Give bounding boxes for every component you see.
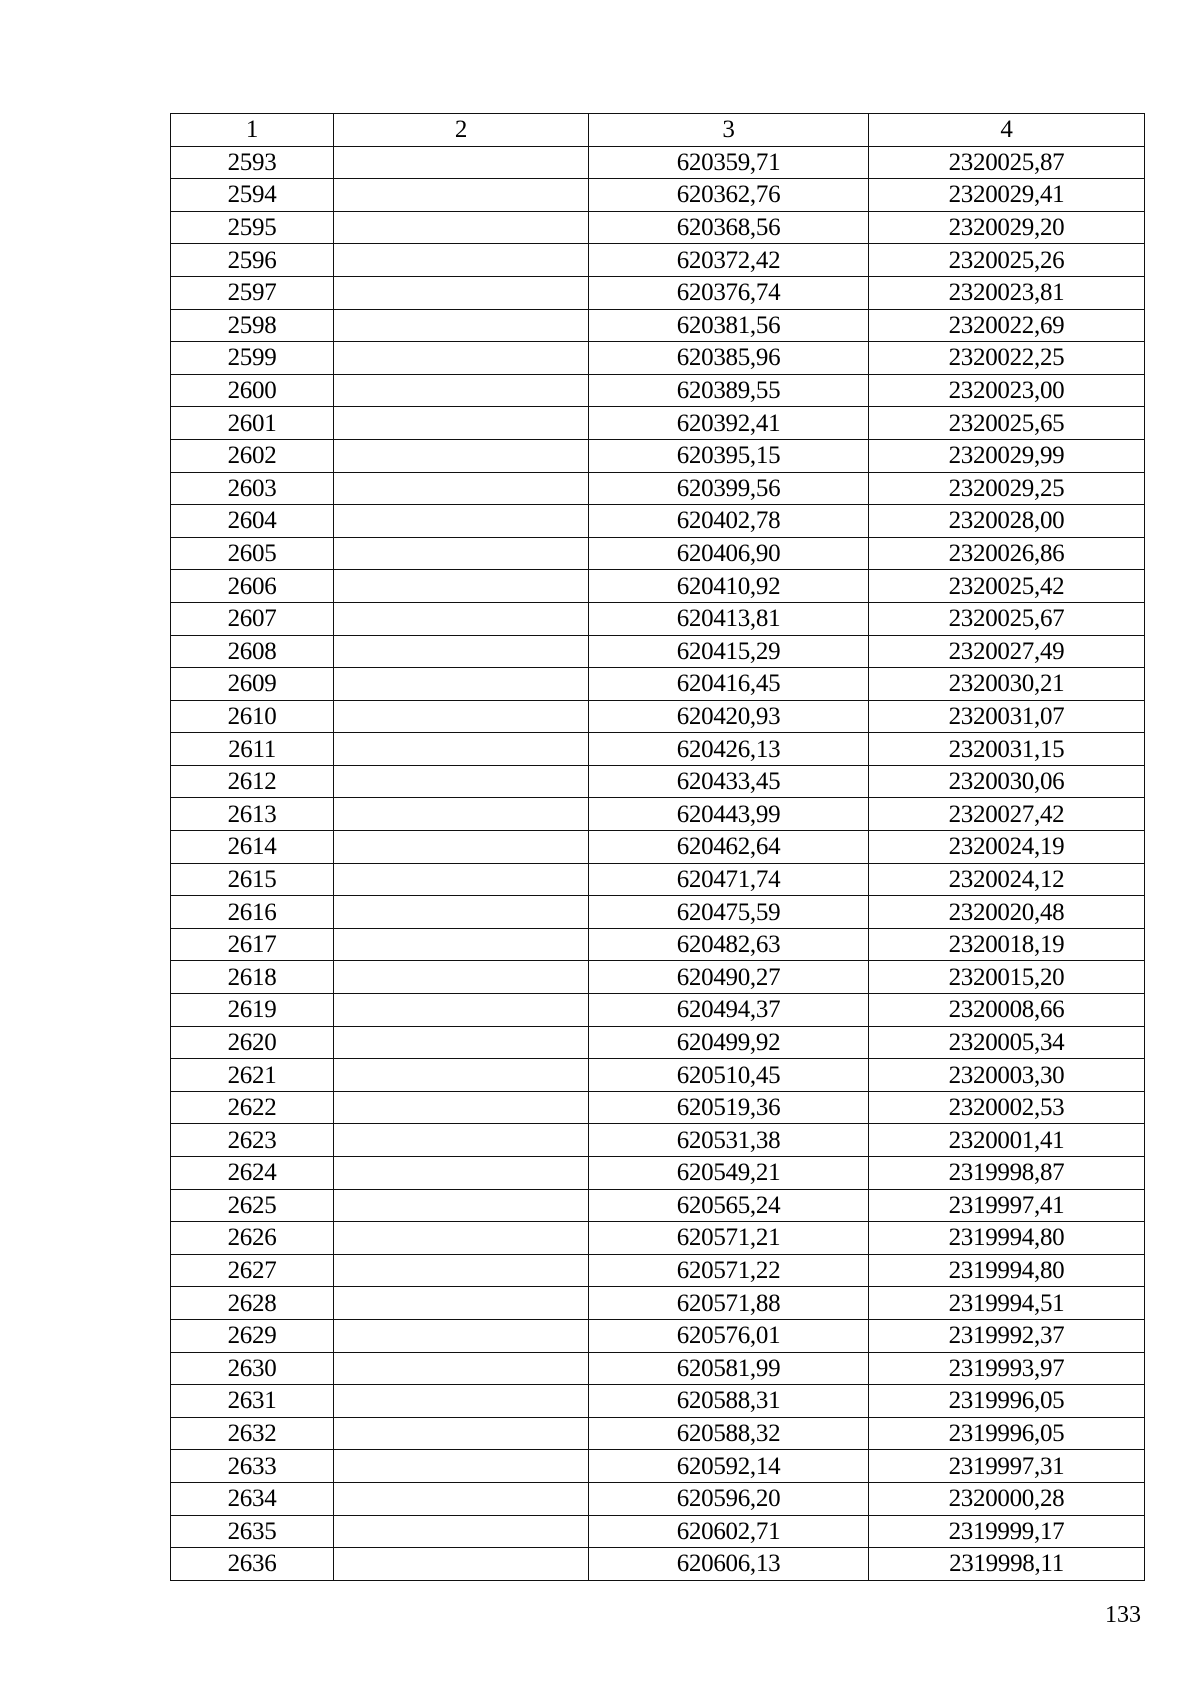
y-coordinate-cell: 2320018,19	[869, 928, 1145, 961]
description-cell	[334, 1091, 589, 1124]
point-number-cell: 2633	[171, 1450, 334, 1483]
point-number-cell: 2615	[171, 863, 334, 896]
table-row	[171, 276, 1145, 309]
page-number: 133	[1105, 1602, 1141, 1628]
point-number-cell: 2595	[171, 211, 334, 244]
point-number-cell: 2636	[171, 1548, 334, 1581]
description-cell	[334, 1548, 589, 1581]
description-cell	[334, 798, 589, 831]
description-cell	[334, 700, 589, 733]
x-coordinate-cell: 620581,99	[589, 1352, 869, 1385]
point-number-cell: 2599	[171, 342, 334, 375]
x-coordinate-cell: 620482,63	[589, 928, 869, 961]
table-row	[171, 831, 1145, 864]
point-number-cell: 2632	[171, 1417, 334, 1450]
description-cell	[334, 309, 589, 342]
table-row	[171, 146, 1145, 179]
table-row	[171, 1385, 1145, 1418]
table-row	[171, 1222, 1145, 1255]
table-row	[171, 635, 1145, 668]
column-header-3: 3	[589, 114, 869, 147]
y-coordinate-cell: 2320024,19	[869, 831, 1145, 864]
point-number-cell: 2630	[171, 1352, 334, 1385]
description-cell	[334, 1124, 589, 1157]
description-cell	[334, 1352, 589, 1385]
y-coordinate-cell: 2320026,86	[869, 537, 1145, 570]
table-row	[171, 863, 1145, 896]
table-row	[171, 505, 1145, 538]
table-row	[171, 1548, 1145, 1581]
point-number-cell: 2616	[171, 896, 334, 929]
x-coordinate-cell: 620395,15	[589, 439, 869, 472]
point-number-cell: 2593	[171, 146, 334, 179]
x-coordinate-cell: 620490,27	[589, 961, 869, 994]
description-cell	[334, 1026, 589, 1059]
description-cell	[334, 1189, 589, 1222]
x-coordinate-cell: 620571,21	[589, 1222, 869, 1255]
point-number-cell: 2627	[171, 1254, 334, 1287]
table-row	[171, 1124, 1145, 1157]
x-coordinate-cell: 620596,20	[589, 1482, 869, 1515]
x-coordinate-cell: 620576,01	[589, 1319, 869, 1352]
description-cell	[334, 668, 589, 701]
description-cell	[334, 1515, 589, 1548]
point-number-cell: 2625	[171, 1189, 334, 1222]
table-row	[171, 1450, 1145, 1483]
table-row	[171, 928, 1145, 961]
point-number-cell: 2634	[171, 1482, 334, 1515]
y-coordinate-cell: 2319993,97	[869, 1352, 1145, 1385]
column-header-1: 1	[171, 114, 334, 147]
x-coordinate-cell: 620368,56	[589, 211, 869, 244]
x-coordinate-cell: 620416,45	[589, 668, 869, 701]
table-row	[171, 407, 1145, 440]
description-cell	[334, 1254, 589, 1287]
y-coordinate-cell: 2320030,21	[869, 668, 1145, 701]
x-coordinate-cell: 620571,22	[589, 1254, 869, 1287]
x-coordinate-cell: 620426,13	[589, 733, 869, 766]
description-cell	[334, 928, 589, 961]
table-row	[171, 309, 1145, 342]
description-cell	[334, 1157, 589, 1190]
x-coordinate-cell: 620565,24	[589, 1189, 869, 1222]
table-row	[171, 537, 1145, 570]
point-number-cell: 2610	[171, 700, 334, 733]
x-coordinate-cell: 620410,92	[589, 570, 869, 603]
description-cell	[334, 439, 589, 472]
y-coordinate-cell: 2320025,26	[869, 244, 1145, 277]
y-coordinate-cell: 2320028,00	[869, 505, 1145, 538]
table-row	[171, 1287, 1145, 1320]
y-coordinate-cell: 2319994,80	[869, 1222, 1145, 1255]
table-row	[171, 798, 1145, 831]
x-coordinate-cell: 620588,31	[589, 1385, 869, 1418]
description-cell	[334, 407, 589, 440]
description-cell	[334, 146, 589, 179]
point-number-cell: 2598	[171, 309, 334, 342]
y-coordinate-cell: 2320025,65	[869, 407, 1145, 440]
y-coordinate-cell: 2320025,87	[869, 146, 1145, 179]
table-row	[171, 1254, 1145, 1287]
description-cell	[334, 1222, 589, 1255]
point-number-cell: 2604	[171, 505, 334, 538]
column-header-2: 2	[334, 114, 589, 147]
table-row	[171, 342, 1145, 375]
y-coordinate-cell: 2320015,20	[869, 961, 1145, 994]
x-coordinate-cell: 620389,55	[589, 374, 869, 407]
x-coordinate-cell: 620392,41	[589, 407, 869, 440]
description-cell	[334, 733, 589, 766]
x-coordinate-cell: 620376,74	[589, 276, 869, 309]
table-row	[171, 700, 1145, 733]
y-coordinate-cell: 2319999,17	[869, 1515, 1145, 1548]
x-coordinate-cell: 620359,71	[589, 146, 869, 179]
x-coordinate-cell: 620399,56	[589, 472, 869, 505]
point-number-cell: 2594	[171, 179, 334, 212]
point-number-cell: 2605	[171, 537, 334, 570]
table-row	[171, 994, 1145, 1027]
point-number-cell: 2623	[171, 1124, 334, 1157]
y-coordinate-cell: 2320022,69	[869, 309, 1145, 342]
x-coordinate-cell: 620433,45	[589, 765, 869, 798]
point-number-cell: 2620	[171, 1026, 334, 1059]
point-number-cell: 2617	[171, 928, 334, 961]
description-cell	[334, 961, 589, 994]
description-cell	[334, 342, 589, 375]
table-row	[171, 179, 1145, 212]
table-row	[171, 765, 1145, 798]
x-coordinate-cell: 620592,14	[589, 1450, 869, 1483]
point-number-cell: 2626	[171, 1222, 334, 1255]
description-cell	[334, 602, 589, 635]
point-number-cell: 2611	[171, 733, 334, 766]
point-number-cell: 2613	[171, 798, 334, 831]
description-cell	[334, 863, 589, 896]
table-row	[171, 1026, 1145, 1059]
point-number-cell: 2628	[171, 1287, 334, 1320]
table-row	[171, 961, 1145, 994]
coordinates-table	[170, 113, 1145, 1581]
y-coordinate-cell: 2320000,28	[869, 1482, 1145, 1515]
y-coordinate-cell: 2319996,05	[869, 1417, 1145, 1450]
table-row	[171, 1352, 1145, 1385]
table-row	[171, 1319, 1145, 1352]
table-row	[171, 668, 1145, 701]
x-coordinate-cell: 620606,13	[589, 1548, 869, 1581]
description-cell	[334, 1482, 589, 1515]
point-number-cell: 2603	[171, 472, 334, 505]
point-number-cell: 2609	[171, 668, 334, 701]
x-coordinate-cell: 620415,29	[589, 635, 869, 668]
x-coordinate-cell: 620588,32	[589, 1417, 869, 1450]
description-cell	[334, 211, 589, 244]
description-cell	[334, 1450, 589, 1483]
column-header-4: 4	[869, 114, 1145, 147]
y-coordinate-cell: 2320029,99	[869, 439, 1145, 472]
x-coordinate-cell: 620510,45	[589, 1059, 869, 1092]
description-cell	[334, 1417, 589, 1450]
description-cell	[334, 570, 589, 603]
point-number-cell: 2602	[171, 439, 334, 472]
point-number-cell: 2614	[171, 831, 334, 864]
description-cell	[334, 472, 589, 505]
description-cell	[334, 635, 589, 668]
description-cell	[334, 537, 589, 570]
table-row	[171, 896, 1145, 929]
y-coordinate-cell: 2320020,48	[869, 896, 1145, 929]
y-coordinate-cell: 2320029,41	[869, 179, 1145, 212]
y-coordinate-cell: 2320002,53	[869, 1091, 1145, 1124]
y-coordinate-cell: 2320022,25	[869, 342, 1145, 375]
x-coordinate-cell: 620385,96	[589, 342, 869, 375]
point-number-cell: 2622	[171, 1091, 334, 1124]
x-coordinate-cell: 620443,99	[589, 798, 869, 831]
point-number-cell: 2600	[171, 374, 334, 407]
y-coordinate-cell: 2320029,20	[869, 211, 1145, 244]
y-coordinate-cell: 2320003,30	[869, 1059, 1145, 1092]
y-coordinate-cell: 2319992,37	[869, 1319, 1145, 1352]
point-number-cell: 2621	[171, 1059, 334, 1092]
point-number-cell: 2608	[171, 635, 334, 668]
description-cell	[334, 831, 589, 864]
y-coordinate-cell: 2319998,11	[869, 1548, 1145, 1581]
x-coordinate-cell: 620494,37	[589, 994, 869, 1027]
x-coordinate-cell: 620362,76	[589, 179, 869, 212]
table-row	[171, 472, 1145, 505]
table-row	[171, 733, 1145, 766]
y-coordinate-cell: 2319997,31	[869, 1450, 1145, 1483]
table-row	[171, 602, 1145, 635]
y-coordinate-cell: 2320029,25	[869, 472, 1145, 505]
x-coordinate-cell: 620402,78	[589, 505, 869, 538]
table-row	[171, 1059, 1145, 1092]
y-coordinate-cell: 2320023,00	[869, 374, 1145, 407]
description-cell	[334, 896, 589, 929]
y-coordinate-cell: 2320030,06	[869, 765, 1145, 798]
y-coordinate-cell: 2320001,41	[869, 1124, 1145, 1157]
point-number-cell: 2624	[171, 1157, 334, 1190]
description-cell	[334, 994, 589, 1027]
y-coordinate-cell: 2320025,42	[869, 570, 1145, 603]
table-body	[171, 146, 1145, 1580]
table-row	[171, 244, 1145, 277]
table-row	[171, 1091, 1145, 1124]
point-number-cell: 2635	[171, 1515, 334, 1548]
x-coordinate-cell: 620381,56	[589, 309, 869, 342]
point-number-cell: 2631	[171, 1385, 334, 1418]
table-row	[171, 570, 1145, 603]
y-coordinate-cell: 2320008,66	[869, 994, 1145, 1027]
table-row	[171, 1189, 1145, 1222]
description-cell	[334, 374, 589, 407]
y-coordinate-cell: 2320027,42	[869, 798, 1145, 831]
table-row	[171, 439, 1145, 472]
table-row	[171, 1515, 1145, 1548]
description-cell	[334, 1319, 589, 1352]
y-coordinate-cell: 2320005,34	[869, 1026, 1145, 1059]
header-row	[171, 114, 1145, 147]
description-cell	[334, 765, 589, 798]
y-coordinate-cell: 2320031,15	[869, 733, 1145, 766]
point-number-cell: 2596	[171, 244, 334, 277]
x-coordinate-cell: 620531,38	[589, 1124, 869, 1157]
y-coordinate-cell: 2319996,05	[869, 1385, 1145, 1418]
table-row	[171, 374, 1145, 407]
description-cell	[334, 1059, 589, 1092]
description-cell	[334, 505, 589, 538]
point-number-cell: 2618	[171, 961, 334, 994]
x-coordinate-cell: 620499,92	[589, 1026, 869, 1059]
x-coordinate-cell: 620406,90	[589, 537, 869, 570]
point-number-cell: 2629	[171, 1319, 334, 1352]
point-number-cell: 2601	[171, 407, 334, 440]
x-coordinate-cell: 620413,81	[589, 602, 869, 635]
table-row	[171, 1482, 1145, 1515]
point-number-cell: 2606	[171, 570, 334, 603]
point-number-cell: 2612	[171, 765, 334, 798]
point-number-cell: 2597	[171, 276, 334, 309]
x-coordinate-cell: 620475,59	[589, 896, 869, 929]
y-coordinate-cell: 2320023,81	[869, 276, 1145, 309]
x-coordinate-cell: 620602,71	[589, 1515, 869, 1548]
y-coordinate-cell: 2319997,41	[869, 1189, 1145, 1222]
point-number-cell: 2607	[171, 602, 334, 635]
y-coordinate-cell: 2319994,51	[869, 1287, 1145, 1320]
description-cell	[334, 276, 589, 309]
y-coordinate-cell: 2320027,49	[869, 635, 1145, 668]
x-coordinate-cell: 620471,74	[589, 863, 869, 896]
table-header	[171, 114, 1145, 147]
y-coordinate-cell: 2320025,67	[869, 602, 1145, 635]
point-number-cell: 2619	[171, 994, 334, 1027]
description-cell	[334, 244, 589, 277]
description-cell	[334, 179, 589, 212]
y-coordinate-cell: 2319994,80	[869, 1254, 1145, 1287]
x-coordinate-cell: 620372,42	[589, 244, 869, 277]
table-row	[171, 1157, 1145, 1190]
y-coordinate-cell: 2320031,07	[869, 700, 1145, 733]
description-cell	[334, 1385, 589, 1418]
y-coordinate-cell: 2319998,87	[869, 1157, 1145, 1190]
x-coordinate-cell: 620420,93	[589, 700, 869, 733]
y-coordinate-cell: 2320024,12	[869, 863, 1145, 896]
description-cell	[334, 1287, 589, 1320]
table-row	[171, 1417, 1145, 1450]
table-row	[171, 211, 1145, 244]
x-coordinate-cell: 620571,88	[589, 1287, 869, 1320]
x-coordinate-cell: 620549,21	[589, 1157, 869, 1190]
x-coordinate-cell: 620462,64	[589, 831, 869, 864]
x-coordinate-cell: 620519,36	[589, 1091, 869, 1124]
